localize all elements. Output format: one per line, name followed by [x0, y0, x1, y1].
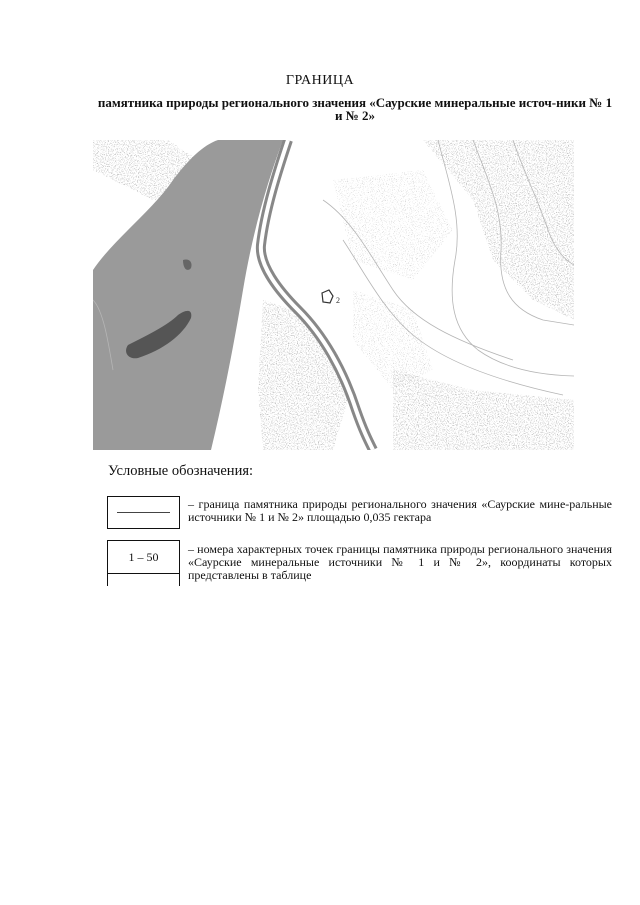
boundary-point-label: 2 — [336, 296, 340, 305]
legend-heading: Условные обозначения: — [108, 463, 254, 479]
legend-symbol-boundary — [107, 496, 180, 529]
boundary-line-symbol — [117, 512, 170, 513]
legend-text-point-numbers: – номера характерных точек границы памятника природы регионального значения «Саурские минеральные источники № 1 и № 2», координаты которых представлены в таблице — [188, 542, 612, 582]
legend-symbol-tail — [107, 573, 180, 586]
boundary-map — [93, 140, 574, 450]
point-numbers-symbol: 1 – 50 — [128, 550, 159, 564]
legend-text-boundary: – граница памятника природы регионального значения «Саурские мине-ральные источники № 1 и № 2» площадью 0,035 гектара — [188, 497, 612, 524]
page-title: ГРАНИЦА — [285, 73, 355, 88]
legend-symbol-point-numbers — [107, 540, 180, 574]
page-subtitle: памятника природы регионального значения «Саурские минеральные источ-ники № 1 и № 2» — [97, 95, 613, 123]
